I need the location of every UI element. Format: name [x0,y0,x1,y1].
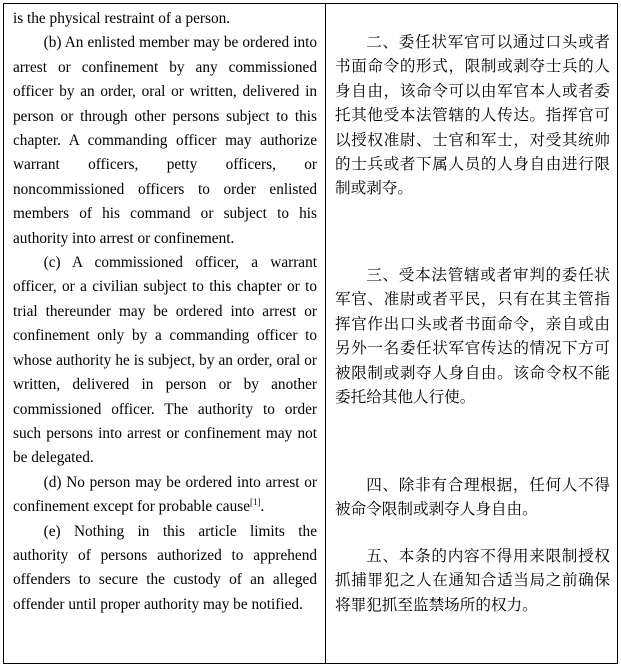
chinese-paragraph-4: 四、除非有合理根据，任何人不得被命令限制或剥夺人身自由。 [335,476,610,519]
chinese-paragraph-2: 二、委任状军官可以通过口头或者书面命令的形式，限制或剥夺士兵的人身自由，该命令可以由军官本人或者委托其他受本法管辖的人传达。指挥官可以授权准尉、士官和军士，对受其统帅的士兵或者下属人员的人身自由进行限制或剥夺。 [335,33,610,198]
english-paragraph-a-end: is the physical restraint of a person. [13,10,231,27]
chinese-column [326,4,617,663]
english-paragraph-e: (e) Nothing in this article limits the authority of persons authorized to apprehend offenders to secure the custody of an alleged offender until proper authority may be notified. [13,522,317,613]
english-column [4,4,326,663]
footnote-reference[interactable]: [1] [250,497,261,508]
english-paragraph-d [13,471,317,520]
bilingual-article-table [3,3,618,664]
english-paragraph-b: (b) An enlisted member may be ordered into arrest or confinement by any commissioned officer by an order, oral or written, delivered in person or through other persons subject to this chapter. A commanding officer may authorize warrant officers, petty officers, or noncommissioned officers to order enlisted members of his command or subject to his authority into arrest or confinement. [13,34,317,247]
chinese-paragraph-5: 五、本条的内容不得用来限制授权抓捕罪犯之人在通知合适当局之前确保将罪犯抓至监禁场所的权力。 [335,547,610,614]
chinese-paragraph-3: 三、受本法管辖或者审判的委任状军官、准尉或者平民，只有在其主管指挥官作出口头或者书面命令，亲自或由另外一名委任状军官传达的情况下方可被限制或剥夺人身自由。该命令权不能委托给其他人行使。 [335,266,610,407]
english-paragraph-c: (c) A commissioned officer, a warrant officer, or a civilian subject to this chapter or to trial thereunder may be ordered into arrest or confinement only by a commanding officer to whose authority he is subject, by an order, oral or written, delivered in person or by another commissioned officer. The authority to order such persons into arrest or confinement may not be delegated. [13,254,317,467]
english-paragraph-d-text: (d) No person may be ordered into arrest or confinement except for probable cause [13,473,317,516]
english-paragraph-d-period: . [260,498,265,516]
